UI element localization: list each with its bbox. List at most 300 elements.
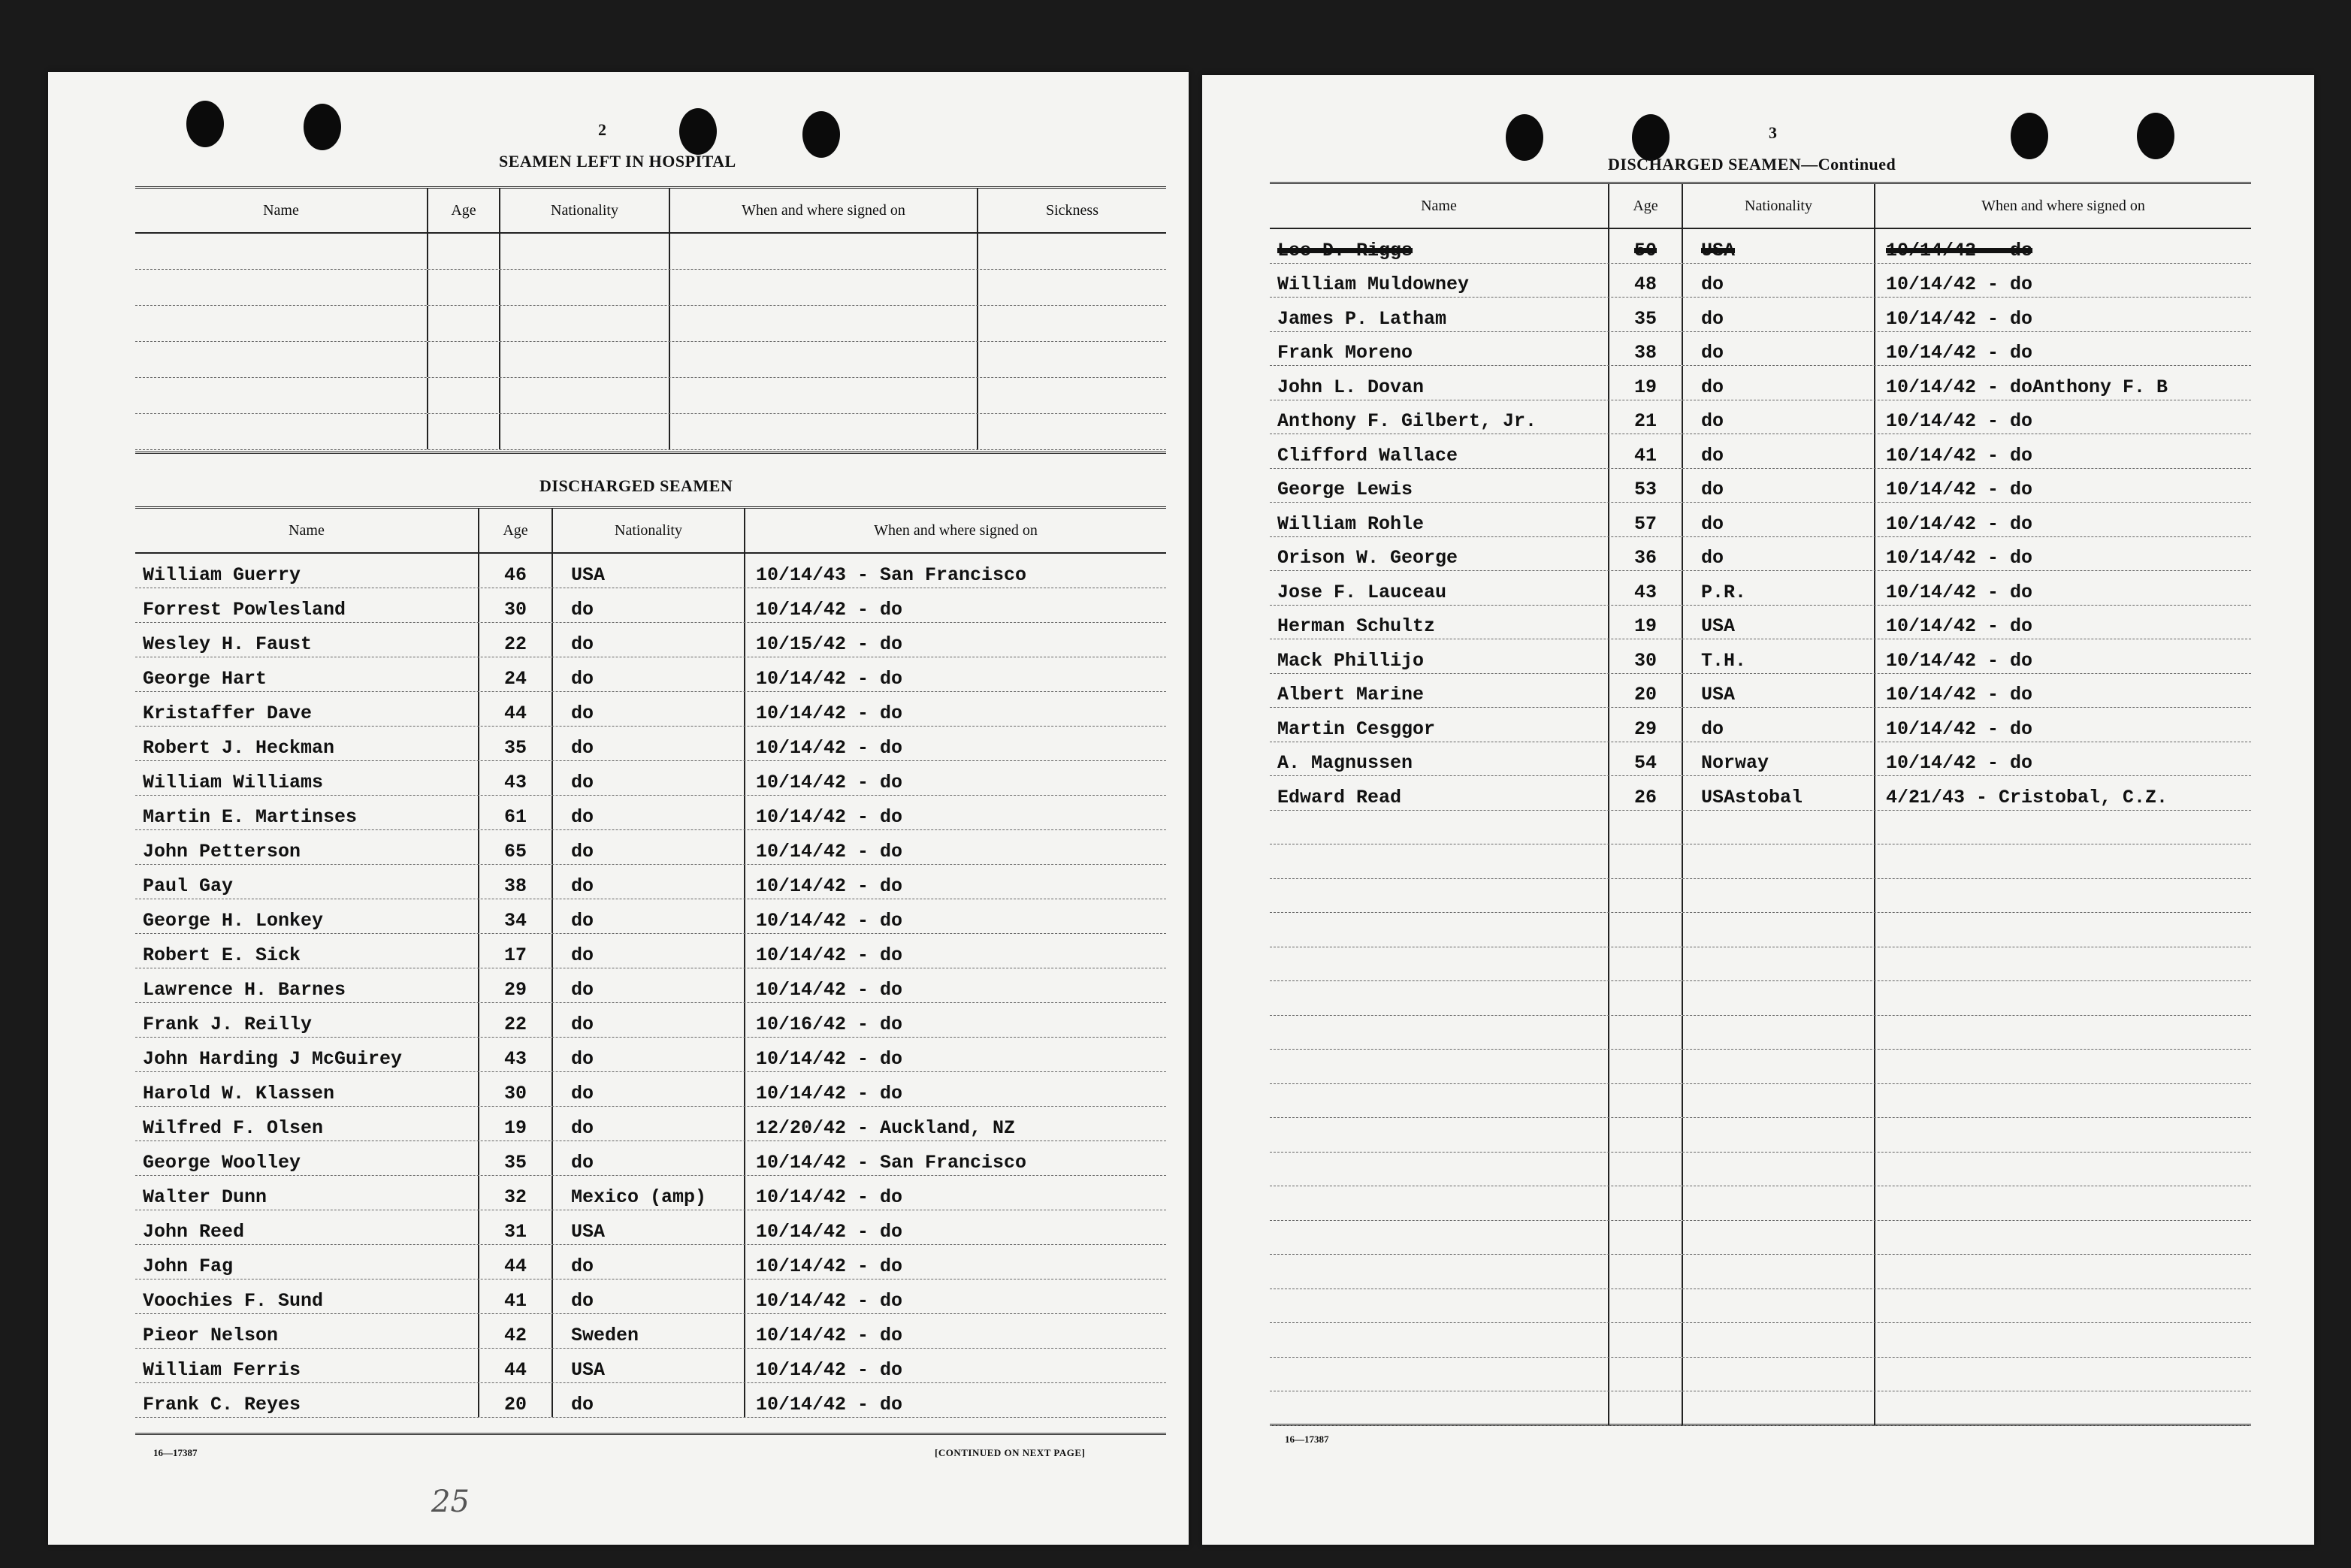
table-row [1270,708,2251,742]
cell-nationality: do [553,1279,745,1313]
cell-name [135,270,428,305]
column-header-when-where: When and where signed on [670,189,978,232]
column-header-nationality: Nationality [1683,184,1875,228]
cell-when-where: 10/14/42 - do [756,806,903,828]
cell-nationality: do [1683,400,1875,434]
cell-age [1609,1118,1683,1152]
cell-nationality: USA [1683,229,1875,263]
cell-age [1609,1153,1683,1186]
cell-nationality: do [1683,332,1875,366]
cell-name: Orison W. George [1270,537,1609,571]
table-row [135,306,1166,342]
cell-age: 41 [479,1279,553,1313]
cell-age [1609,879,1683,913]
table-row [1270,434,2251,469]
table-row [135,865,1166,899]
cell-name: Edward Read [1270,776,1609,810]
cell-name: A. Magnussen [1270,742,1609,776]
table-row [1270,606,2251,640]
cell-age: 38 [479,865,553,899]
cell-nationality: do [553,968,745,1002]
cell-nationality: do [553,1141,745,1175]
cell-age: 50 [1609,229,1683,263]
table-row [1270,229,2251,264]
cell-when-where: 10/14/42 - do [1886,342,2033,364]
cell-name: William Rohle [1270,503,1609,536]
table-row [1270,366,2251,400]
cell-name [1270,947,1609,981]
table-row [1270,1289,2251,1324]
cell-name: George Woolley [135,1141,479,1175]
cell-nationality: do [553,1003,745,1037]
cell-age: 22 [479,1003,553,1037]
cell-name: John Petterson [135,830,479,864]
cell-when-where: 10/14/42 - do [756,1255,903,1277]
cell-name: Mack Phillijo [1270,639,1609,673]
cell-nationality [500,378,670,413]
cell-age [1609,1221,1683,1255]
cell-age [428,306,500,341]
punch-hole [1632,114,1670,161]
column-header-name: Name [1270,184,1609,228]
punch-hole [186,101,224,147]
cell-when-where: 10/14/42 - do [756,944,903,966]
cell-age: 34 [479,899,553,933]
cell-name [1270,1289,1609,1323]
cell-when-where: 10/14/42 - do [1886,581,2033,603]
column-header-name: Name [135,189,428,232]
cell-age [428,414,500,449]
punch-hole [802,111,840,158]
table-row [135,830,1166,865]
cell-when-where: 10/14/42 - do [1886,684,2033,705]
cell-nationality [1683,1050,1875,1083]
column-header-nationality: Nationality [500,189,670,232]
table-row [135,554,1166,588]
cell-age: 32 [479,1176,553,1210]
cell-age [1609,844,1683,878]
table-row [135,623,1166,657]
cell-age: 43 [1609,571,1683,605]
cell-sickness [978,306,1166,341]
cell-when-where [1875,1391,2251,1425]
table-row [135,1210,1166,1245]
hospital-table-header [135,189,1166,234]
cell-age: 31 [479,1210,553,1244]
table-row [135,342,1166,378]
table-row [1270,947,2251,982]
cell-age [1609,913,1683,947]
column-header-age: Age [428,189,500,232]
table-row [1270,537,2251,572]
cell-when-where: 10/14/42 - do [756,1048,903,1070]
cell-name [135,306,428,341]
cell-name: John Fag [135,1245,479,1279]
table-row [135,761,1166,796]
cell-when-where: 10/14/42 - do [1886,239,2033,261]
cell-sickness [978,378,1166,413]
table-row [135,968,1166,1003]
table-row [135,588,1166,623]
table-row [135,796,1166,830]
cell-name: Frank J. Reilly [135,1003,479,1037]
cell-when-where [1875,1084,2251,1118]
cell-nationality [1683,1016,1875,1050]
table-row [1270,1016,2251,1050]
cell-nationality: do [553,796,745,829]
table-row [135,1245,1166,1279]
cell-nationality: do [1683,537,1875,571]
cell-age: 35 [479,1141,553,1175]
punch-hole [2137,113,2174,159]
cell-nationality: do [553,1038,745,1071]
cell-nationality: USAstobal [1683,776,1875,810]
cell-nationality: Sweden [553,1314,745,1348]
cell-when-where [1875,1118,2251,1152]
cell-name [1270,1255,1609,1289]
cell-when-where: 10/14/42 - do [756,737,903,759]
cell-when-where: 10/14/42 - San Francisco [756,1152,1027,1174]
cell-when-where: 10/14/42 - do [1886,479,2033,500]
cell-nationality [1683,981,1875,1015]
cell-age: 19 [1609,366,1683,400]
cell-name: Pieor Nelson [135,1314,479,1348]
cell-age: 24 [479,657,553,691]
cell-name: Clifford Wallace [1270,434,1609,468]
cell-when-where: 10/14/42 - do [756,841,903,863]
cell-age: 20 [1609,674,1683,708]
cell-nationality: do [553,1072,745,1106]
cell-when-where [1875,1255,2251,1289]
cell-when-where: 10/14/43 - San Francisco [756,564,1027,586]
cell-name: Martin E. Martinses [135,796,479,829]
cell-name: Jose F. Lauceau [1270,571,1609,605]
cell-when-where: 10/14/42 - do [1886,307,2033,330]
table-row [135,270,1166,306]
cell-name: Paul Gay [135,865,479,899]
table-row [1270,913,2251,947]
cell-nationality [1683,844,1875,878]
table-row [1270,1255,2251,1289]
table-row [135,1279,1166,1314]
cell-name [1270,811,1609,844]
cell-name [1270,1323,1609,1357]
cell-when-where: 10/14/42 - do [756,910,903,932]
cell-when-where: 10/14/42 - do [1886,547,2033,569]
cell-nationality [1683,1186,1875,1220]
table-row [135,234,1166,270]
table-row [1270,1153,2251,1187]
cell-when-where [1875,1323,2251,1357]
cell-name [1270,1084,1609,1118]
cell-when-where: 10/14/42 - do [756,702,903,724]
cell-name [1270,844,1609,878]
cell-when-where: 10/16/42 - do [756,1014,903,1035]
cell-name: William Guerry [135,554,479,588]
punch-hole [304,104,341,150]
cell-age: 21 [1609,400,1683,434]
cell-when-where: 10/14/42 - do [756,1394,903,1415]
table-row [1270,332,2251,367]
cell-age: 29 [479,968,553,1002]
cell-nationality: do [1683,708,1875,742]
column-header-age: Age [479,509,553,552]
cell-name: Harold W. Klassen [135,1072,479,1106]
table-row [1270,776,2251,811]
table-row [1270,1118,2251,1153]
cell-name: Kristaffer Dave [135,692,479,726]
cell-age: 54 [1609,742,1683,776]
cell-age [428,270,500,305]
column-header-sickness: Sickness [1046,201,1098,219]
cell-when-where [1875,879,2251,913]
cell-age: 30 [1609,639,1683,673]
cell-name [1270,1391,1609,1425]
cell-name: Albert Marine [1270,674,1609,708]
cell-name: Walter Dunn [135,1176,479,1210]
discharged-continued-header [1270,184,2251,229]
cell-nationality: do [1683,503,1875,536]
hospital-table [135,186,1166,454]
cell-nationality: do [553,830,745,864]
table-row [1270,264,2251,298]
table-row [135,1003,1166,1038]
column-header-when-where: When and where signed on [1981,197,2145,214]
cell-name: Lawrence H. Barnes [135,968,479,1002]
cell-age: 42 [479,1314,553,1348]
cell-age: 30 [479,588,553,622]
table-row [1270,879,2251,914]
cell-nationality: USA [1683,606,1875,639]
table-row [135,727,1166,761]
table-row [1270,844,2251,879]
table-row [135,934,1166,968]
cell-age: 30 [479,1072,553,1106]
cell-name [135,234,428,269]
cell-when-where [670,306,978,341]
cell-when-where: 10/14/42 - do [756,1221,903,1243]
cell-nationality: USA [553,1210,745,1244]
cell-age [428,234,500,269]
cell-nationality [1683,1084,1875,1118]
cell-nationality [1683,947,1875,981]
table-row [135,1107,1166,1141]
discharged-continued-title: DISCHARGED SEAMEN—Continued [1608,155,1896,174]
cell-when-where: 10/14/42 - do [756,772,903,793]
table-row [1270,1391,2251,1426]
cell-when-where: 10/14/42 - do [756,1325,903,1346]
cell-nationality: T.H. [1683,639,1875,673]
cell-name: John L. Dovan [1270,366,1609,400]
cell-when-where [1875,811,2251,844]
pencil-mark: 25 [431,1485,470,1519]
cell-when-where: 10/14/42 - do [756,668,903,690]
cell-name: James P. Latham [1270,298,1609,331]
table-row [1270,571,2251,606]
cell-name: William Ferris [135,1349,479,1382]
cell-nationality: USA [1683,674,1875,708]
table-row [1270,1050,2251,1084]
cell-when-where: 10/14/42 - do [756,1083,903,1104]
cell-name: Frank Moreno [1270,332,1609,366]
cell-name: Forrest Powlesland [135,588,479,622]
cell-when-where [670,342,978,377]
cell-nationality [1683,1358,1875,1391]
cell-nationality [1683,879,1875,913]
cell-when-where: 10/14/42 - do [756,1290,903,1312]
cell-nationality [1683,1118,1875,1152]
cell-age: 61 [479,796,553,829]
cell-nationality: Norway [1683,742,1875,776]
cell-when-where [1875,1221,2251,1255]
table-row [1270,674,2251,708]
cell-when-where: 10/14/42 - do [1886,752,2033,774]
cell-nationality: do [1683,366,1875,400]
table-row [135,1176,1166,1210]
hospital-section-title: SEAMEN LEFT IN HOSPITAL [499,152,736,171]
cell-age: 29 [1609,708,1683,742]
table-row [1270,981,2251,1016]
cell-name: Anthony F. Gilbert, Jr. [1270,400,1609,434]
cell-age: 19 [1609,606,1683,639]
table-row [1270,469,2251,503]
cell-when-where [670,378,978,413]
cell-name [1270,1153,1609,1186]
cell-nationality [1683,1289,1875,1323]
cell-nationality: do [553,727,745,760]
form-code: 16—17387 [1285,1434,1329,1445]
cell-name [1270,1186,1609,1220]
table-row [135,899,1166,934]
cell-name: Lee D. Riggs [1270,229,1609,263]
cell-name: Robert E. Sick [135,934,479,968]
cell-age: 20 [479,1383,553,1417]
cell-name [1270,1118,1609,1152]
cell-name: Frank C. Reyes [135,1383,479,1417]
cell-age: 17 [479,934,553,968]
cell-age [1609,1016,1683,1050]
cell-name [135,342,428,377]
cell-name: William Williams [135,761,479,795]
table-row [135,378,1166,414]
cell-nationality: USA [553,554,745,588]
cell-name: William Muldowney [1270,264,1609,298]
cell-name: John Reed [135,1210,479,1244]
cell-age: 46 [479,554,553,588]
cell-age: 41 [1609,434,1683,468]
cell-age [1609,1289,1683,1323]
cell-nationality [1683,1153,1875,1186]
cell-when-where [1875,1186,2251,1220]
cell-nationality: do [553,934,745,968]
cell-name: John Harding J McGuirey [135,1038,479,1071]
cell-age [1609,1050,1683,1083]
column-header-age: Age [1609,184,1683,228]
cell-when-where [1875,1153,2251,1186]
cell-name: Robert J. Heckman [135,727,479,760]
table-row [1270,503,2251,537]
cell-age [1609,1084,1683,1118]
cell-age [1609,1358,1683,1391]
cell-sickness [978,234,1166,269]
table-row [135,657,1166,692]
cell-nationality [500,234,670,269]
cell-when-where [1875,844,2251,878]
cell-when-where: 12/20/42 - Auckland, NZ [756,1117,1016,1139]
page-number: 2 [598,120,606,139]
column-header-nationality: Nationality [553,509,745,552]
cell-age [428,378,500,413]
cell-sickness [978,342,1166,377]
punch-hole [1506,114,1543,161]
cell-age: 38 [1609,332,1683,366]
cell-when-where [1875,1289,2251,1323]
cell-name: Voochies F. Sund [135,1279,479,1313]
table-row [1270,1221,2251,1255]
table-row [1270,639,2251,674]
cell-name: Herman Schultz [1270,606,1609,639]
cell-nationality [1683,1323,1875,1357]
table-row [135,1314,1166,1349]
cell-when-where: 10/14/42 - do [1886,615,2033,637]
cell-nationality: do [553,899,745,933]
cell-nationality: do [553,1245,745,1279]
cell-when-where: 10/14/42 - do [756,979,903,1001]
table-row [1270,1358,2251,1392]
column-header-when-where: When and where signed on [874,521,1038,539]
cell-age [1609,1186,1683,1220]
cell-age: 19 [479,1107,553,1141]
table-row [135,1038,1166,1072]
table-row [135,414,1166,450]
cell-when-where [1875,1016,2251,1050]
cell-when-where: 10/14/42 - do [1886,410,2033,432]
cell-nationality [500,414,670,449]
page-number: 3 [1769,123,1777,142]
table-row [1270,811,2251,845]
cell-when-where: 10/14/42 - do [1886,444,2033,467]
form-code: 16—17387 [153,1447,198,1458]
cell-when-where [1875,947,2251,981]
cell-nationality [1683,1221,1875,1255]
cell-age: 43 [479,1038,553,1071]
cell-age: 43 [479,761,553,795]
table-row [1270,400,2251,435]
discharged-section-title: DISCHARGED SEAMEN [539,476,733,495]
cell-when-where [1875,981,2251,1015]
cell-name [1270,879,1609,913]
cell-age: 57 [1609,503,1683,536]
cell-name: George Hart [135,657,479,691]
cell-when-where: 10/14/42 - do [1886,512,2033,535]
cell-when-where [1875,913,2251,947]
cell-sickness [978,270,1166,305]
cell-age [1609,1323,1683,1357]
cell-name: Martin Cesggor [1270,708,1609,742]
cell-when-where [670,234,978,269]
cell-when-where [1875,1050,2251,1083]
column-header-name: Name [135,509,479,552]
cell-age [1609,1391,1683,1425]
cell-nationality [1683,913,1875,947]
left-page [48,72,1189,1545]
cell-nationality: do [553,865,745,899]
cell-age: 65 [479,830,553,864]
table-row [1270,1186,2251,1221]
discharged-continued-table [1270,182,2251,1426]
right-page [1202,75,2314,1545]
cell-nationality: do [1683,264,1875,298]
